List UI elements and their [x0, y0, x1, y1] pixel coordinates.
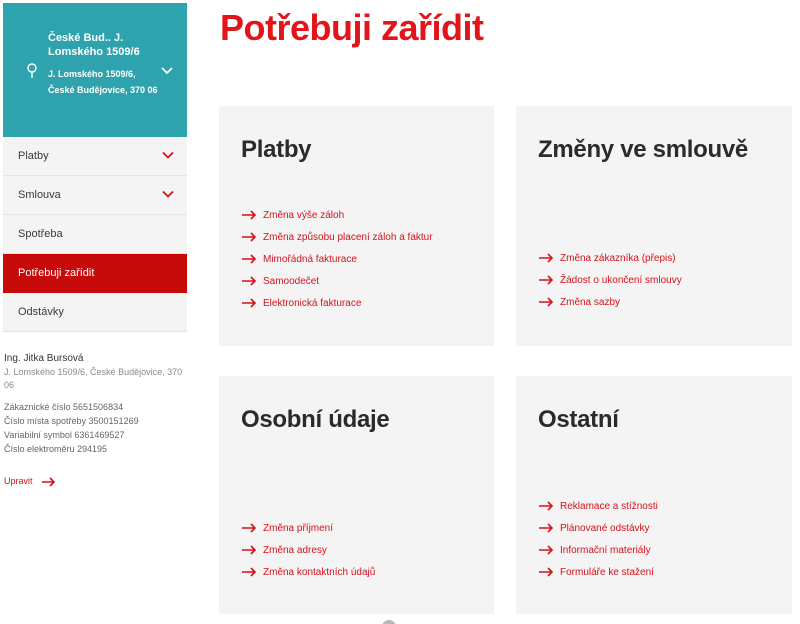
chevron-down-icon	[162, 151, 174, 160]
customer-number: Zákaznické číslo 5651506834	[4, 402, 124, 412]
card-ostatni	[516, 376, 792, 614]
arrow-right-icon	[241, 210, 257, 220]
link-zmena-vyse-zaloh[interactable]	[241, 204, 491, 226]
sidebar-item-label: Potřebuji zařídit	[18, 267, 95, 279]
place-title: České Bud.. J. Lomského 1509/6	[48, 32, 140, 58]
link-zmena-kontaktnich-udaju[interactable]	[241, 561, 491, 583]
location-pin-icon	[25, 62, 39, 80]
link-label: Formuláře ke stažení	[560, 566, 654, 578]
link-label: Změna kontaktních údajů	[263, 566, 376, 578]
link-label: Změna způsobu placení záloh a faktur	[263, 231, 433, 243]
arrow-right-icon	[538, 297, 554, 307]
customer-identifiers	[4, 400, 184, 456]
link-label: Změna zákazníka (přepis)	[560, 252, 676, 264]
card-title: Platby	[241, 136, 312, 163]
card-platby	[219, 106, 494, 346]
link-samoodecet[interactable]	[241, 270, 491, 292]
arrow-right-icon	[538, 253, 554, 263]
variable-symbol: Variabilní symbol 6361469527	[4, 430, 125, 440]
link-elektronicka-fakturace[interactable]	[241, 292, 491, 314]
arrow-right-icon	[241, 523, 257, 533]
card-links	[241, 517, 491, 583]
card-title: Osobní údaje	[241, 406, 390, 433]
link-label: Plánované odstávky	[560, 522, 650, 534]
card-links	[241, 204, 491, 314]
link-label: Reklamace a stížnosti	[560, 500, 658, 512]
place-address: J. Lomského 1509/6, České Budějovice, 370 06	[48, 69, 158, 95]
arrow-right-icon	[241, 276, 257, 286]
arrow-right-icon	[241, 545, 257, 555]
meter-number: Číslo elektroměru 294195	[4, 444, 108, 454]
scroll-indicator[interactable]	[382, 620, 396, 624]
link-mimoradna-fakturace[interactable]	[241, 248, 491, 270]
customer-address: J. Lomského 1509/6, České Budějovice, 370 06	[4, 367, 183, 390]
customer-name: Ing. Jitka Bursová	[4, 353, 84, 364]
arrow-right-icon	[538, 275, 554, 285]
arrow-right-icon	[241, 567, 257, 577]
chevron-down-icon[interactable]	[160, 66, 174, 76]
link-label: Změna výše záloh	[263, 209, 345, 221]
arrow-right-icon	[241, 298, 257, 308]
sidebar-item-spotreba[interactable]	[3, 215, 187, 254]
link-label: Informační materiály	[560, 544, 651, 556]
card-osobni-udaje	[219, 376, 494, 614]
place-selector[interactable]	[3, 3, 187, 137]
link-informacni-materialy[interactable]	[538, 539, 788, 561]
arrow-right-icon	[241, 254, 257, 264]
link-label: Samoodečet	[263, 275, 320, 287]
link-label: Změna příjmení	[263, 522, 334, 534]
chevron-down-icon	[162, 190, 174, 199]
customer-info	[4, 352, 184, 456]
link-label: Změna adresy	[263, 544, 327, 556]
arrow-right-icon	[41, 477, 56, 487]
edit-link-label: Upravit	[4, 476, 33, 486]
card-links	[538, 247, 788, 313]
sidebar-item-odstavky[interactable]	[3, 293, 187, 332]
sidebar-item-platby[interactable]	[3, 137, 187, 176]
link-label: Mimořádná fakturace	[263, 253, 357, 265]
card-title: Změny ve smlouvě	[538, 136, 748, 163]
arrow-right-icon	[538, 545, 554, 555]
link-zmena-sazby[interactable]	[538, 291, 788, 313]
sidebar-item-label: Smlouva	[18, 189, 61, 201]
arrow-right-icon	[241, 232, 257, 242]
arrow-right-icon	[538, 501, 554, 511]
sidebar-item-potrebuji-zaridit[interactable]	[3, 254, 187, 293]
link-label: Změna sazby	[560, 296, 621, 308]
consumption-point-number: Číslo místa spotřeby 3500151269	[4, 416, 139, 426]
sidebar	[3, 3, 187, 332]
sidebar-item-smlouva[interactable]	[3, 176, 187, 215]
sidebar-item-label: Platby	[18, 150, 49, 162]
link-zmena-prijmeni[interactable]	[241, 517, 491, 539]
link-zmena-zpusobu-placeni[interactable]	[241, 226, 491, 248]
card-zmeny-ve-smlouve	[516, 106, 792, 346]
sidebar-item-label: Spotřeba	[18, 228, 63, 240]
link-reklamace[interactable]	[538, 495, 788, 517]
arrow-right-icon	[538, 567, 554, 577]
link-zmena-zakaznika[interactable]	[538, 247, 788, 269]
link-label: Žádost o ukončení smlouvy	[560, 274, 682, 286]
card-links	[538, 495, 788, 583]
link-zadost-o-ukonceni[interactable]	[538, 269, 788, 291]
link-zmena-adresy[interactable]	[241, 539, 491, 561]
edit-link[interactable]	[4, 476, 56, 487]
card-title: Ostatní	[538, 406, 619, 433]
page-title: Potřebuji zařídit	[220, 7, 484, 48]
link-planovane-odstavky[interactable]	[538, 517, 788, 539]
sidebar-item-label: Odstávky	[18, 306, 64, 318]
arrow-right-icon	[538, 523, 554, 533]
link-formulare-ke-stazeni[interactable]	[538, 561, 788, 583]
link-label: Elektronická fakturace	[263, 297, 362, 309]
